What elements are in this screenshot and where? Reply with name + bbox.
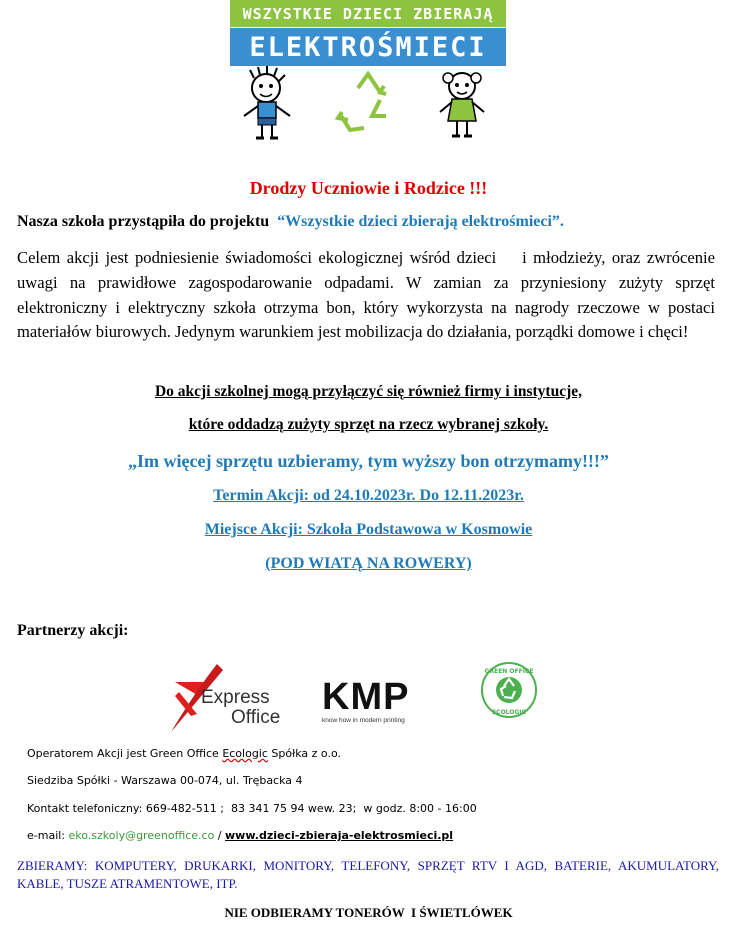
slogan: „Im więcej sprzętu uzbieramy, tym wyższy bon otrzymamy!!!” — [128, 451, 609, 471]
companies-line-1: Do akcji szkolnej mogą przyłączyć się również firmy i instytucje, — [154, 383, 582, 400]
footer-phone: Kontakt telefoniczny: 669-482-511 ; 83 341 75 94 wew. 23; w godz. 8:00 - 16:00 — [27, 802, 477, 815]
email-label: e-mail: — [27, 829, 69, 842]
girl-figure-icon — [440, 73, 484, 136]
website-link[interactable]: www.dzieci-zbieraja-elektrosmieci.pl — [225, 829, 454, 842]
logo-line2: ELEKTROŚMIECI — [230, 28, 506, 66]
greeting-heading: Drodzy Uczniowie i Rodzice !!! — [249, 178, 488, 198]
footer-email-line — [27, 829, 453, 842]
express-word: Express — [201, 687, 270, 708]
no-collect-note: NIE ODBIERAMY TONERÓW I ŚWIETLÓWEK — [224, 905, 513, 920]
action-term: Termin Akcji: od 24.10.2023r. Do 12.11.2023r. — [213, 487, 524, 504]
kmp-wordmark: KMP — [322, 676, 410, 718]
action-place: Miejsce Akcji: Szkoła Podstawowa w Kosmowie — [204, 521, 533, 538]
kmp-logo — [322, 678, 442, 726]
collect-list: ZBIERAMY: KOMPUTERY, DRUKARKI, MONITORY, TELEFONY, SPRZĘT RTV I AGD, BATERIE, AKUMULATORY, KABLE, TUSZE ATRAMENTOWE, ITP. — [17, 858, 719, 891]
green-office-ecologic-logo — [480, 661, 538, 719]
operator-prefix: Operatorem Akcji jest Green Office — [27, 747, 223, 760]
intro-paragraph: Celem akcji jest podniesienie świadomości ekologicznej wśród dzieci i młodzieży, oraz zwrócenie uwagi na prawidłowe zagospodarowanie odpadami. W zamian za przyniesiony zużyty sprzęt elektroniczny i elektryczny szkoła otrzyma bon, który wykorzysta na nagrody rzeczowe w postaci materiałów biurowych. Jedynym warunkiem jest mobilizacja do działania, porządki domowe i chęci! — [17, 248, 720, 342]
operator-ecologic: Ecologic — [222, 747, 268, 760]
logo-illustration — [230, 66, 506, 142]
express-office-text — [201, 688, 280, 728]
project-name: “Wszystkie dzieci zbierają elektrośmieci”. — [277, 213, 564, 230]
partners-title: Partnerzy akcji: — [17, 622, 129, 639]
footer-operator — [27, 747, 341, 760]
project-line — [17, 213, 564, 231]
companies-line-2: które oddadzą zużyty sprzęt na rzecz wybranej szkoły. — [188, 416, 549, 433]
boy-figure-icon — [244, 66, 290, 138]
footer-headquarters: Siedziba Spółki - Warszawa 00-074, ul. Trębacka 4 — [27, 774, 303, 787]
kmp-tagline: know how in modern printing — [322, 717, 405, 724]
action-shelter-note: (POD WIATĄ NA ROWERY) — [265, 555, 472, 572]
logo-line1: WSZYSTKIE DZIECI ZBIERAJĄ — [230, 0, 506, 27]
email-separator: / — [214, 829, 226, 842]
greenoffice-top-text: GREEN OFFICE — [484, 668, 534, 675]
office-word: Office — [231, 707, 281, 728]
project-prefix: Nasza szkoła przystąpiła do projektu — [17, 213, 278, 230]
greenoffice-bottom-text: ECOLOGIC — [492, 709, 526, 716]
operator-suffix: Spółka z o.o. — [267, 747, 341, 760]
recycle-icon — [338, 74, 386, 130]
express-office-logo — [165, 662, 297, 734]
email-link[interactable]: eko.szkoly@greenoffice.co — [68, 829, 215, 842]
